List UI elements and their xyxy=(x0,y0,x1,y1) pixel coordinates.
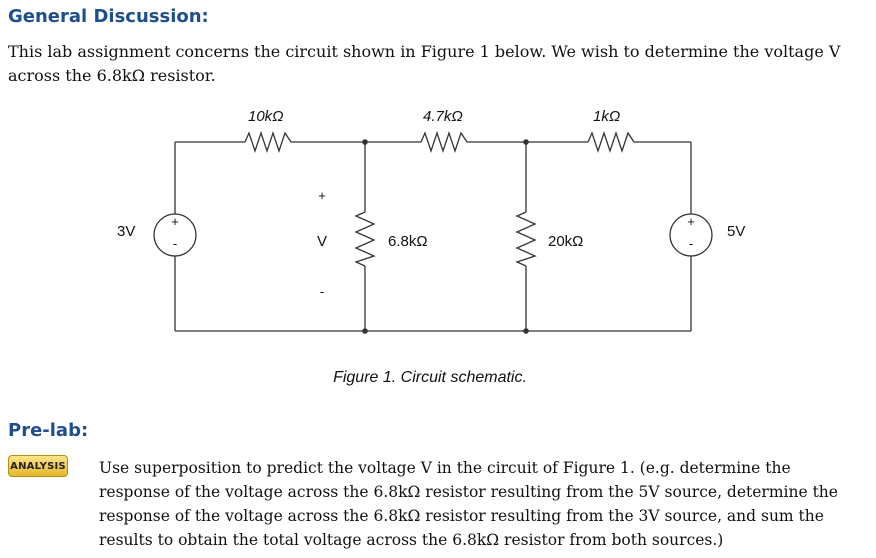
v-plus-sign: + xyxy=(318,188,326,203)
label-r5: 20kΩ xyxy=(548,233,584,250)
resistor-6-8k xyxy=(356,212,374,266)
circuit-wires xyxy=(154,133,712,331)
section-heading-prelab: Pre-lab: xyxy=(8,420,89,441)
label-source-right: 5V xyxy=(727,223,746,240)
v-minus-sign: - xyxy=(319,284,325,299)
label-source-left: 3V xyxy=(117,223,136,240)
resistor-1k xyxy=(588,133,634,151)
section-heading-general: General Discussion: xyxy=(8,6,209,27)
label-v: V xyxy=(317,233,328,250)
source-right-plus: + xyxy=(687,214,695,229)
label-r1: 10kΩ xyxy=(248,108,284,125)
resistor-20k xyxy=(517,212,535,266)
general-paragraph: This lab assignment concerns the circuit shown in Figure 1 below. We wish to determine the voltage V across the 6.8kΩ resistor. xyxy=(8,42,841,85)
label-r3: 1kΩ xyxy=(593,108,621,125)
source-left-minus: - xyxy=(172,236,178,251)
label-r2: 4.7kΩ xyxy=(423,108,463,125)
analysis-badge: ANALYSIS xyxy=(8,455,68,477)
prelab-paragraph: Use superposition to predict the voltage V in the circuit of Figure 1. (e.g. determine the response of the voltage across the 6.8kΩ resistor resulting from the 5V source, determine the response of the voltage across the 6.8kΩ resistor resulting from the 3V source, and sum the results to obtain the total voltage across the 6.8kΩ resistor from both sources.) xyxy=(99,459,838,549)
figure-caption: Figure 1. Circuit schematic. xyxy=(333,369,527,386)
resistor-4-7k xyxy=(421,133,467,151)
source-right-minus: - xyxy=(688,236,694,251)
source-left-plus: + xyxy=(171,214,179,229)
resistor-10k xyxy=(245,133,291,151)
label-r4: 6.8kΩ xyxy=(388,233,428,250)
